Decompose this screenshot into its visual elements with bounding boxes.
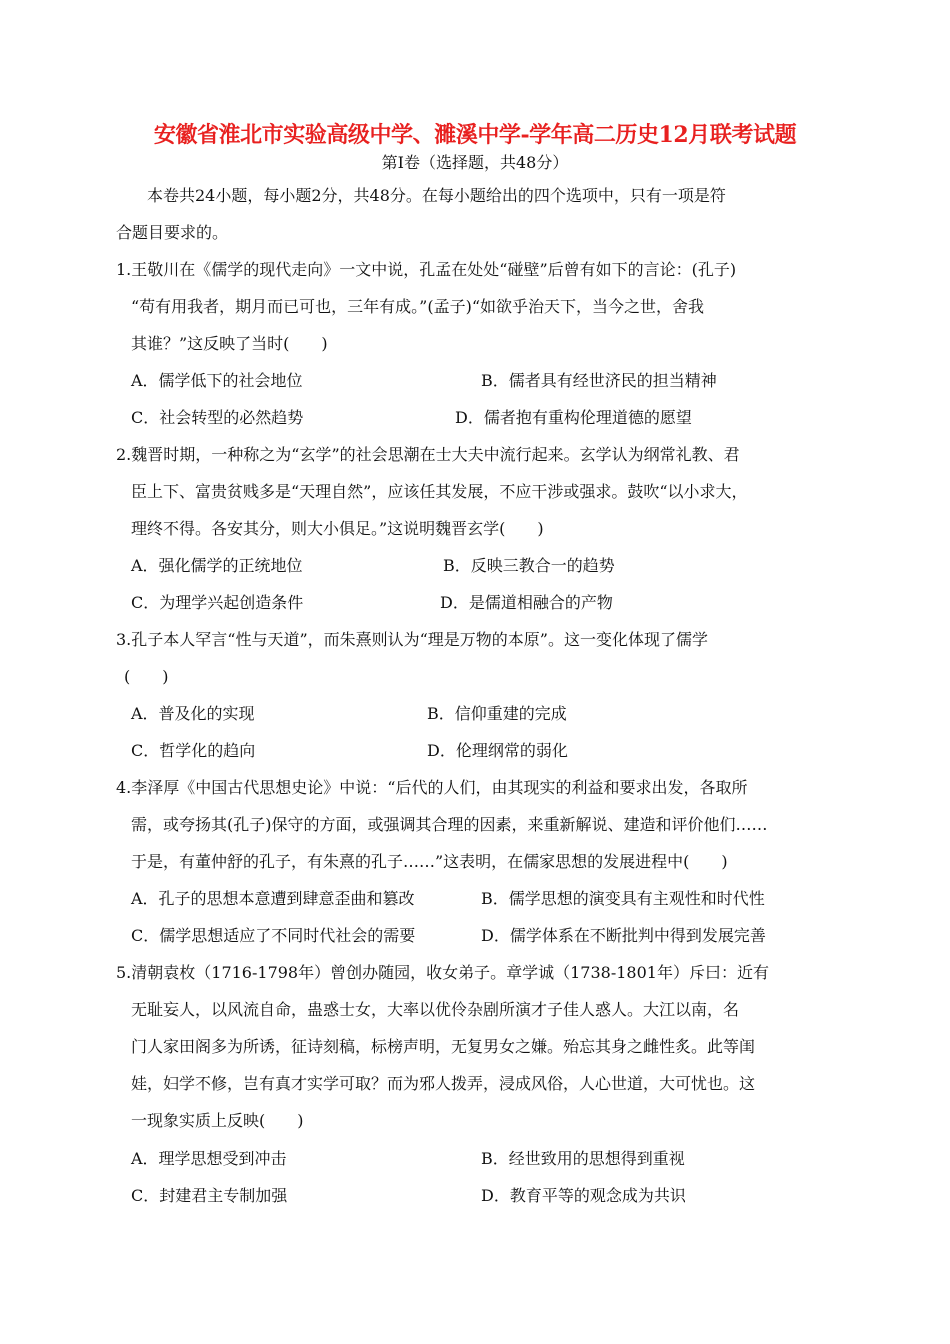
question-4-option-a: A．孔子的思想本意遭到肆意歪曲和篡改: [131, 889, 415, 908]
question-4-option-d: D．儒学体系在不断批判中得到发展完善: [481, 926, 766, 945]
question-2-option-b: B．反映三教合一的趋势: [443, 556, 615, 575]
question-5-option-c: C．封建君主专制加强: [131, 1186, 288, 1205]
question-5-stem-line: 5.清朝袁枚（1716-1798年）曾创办随园，收女弟子。章学诚（1738-1801年）斥曰：近有: [116, 963, 769, 982]
question-5-option-b: B．经世致用的思想得到重视: [481, 1149, 685, 1168]
question-5-stem-line: 一现象实质上反映( ): [131, 1111, 304, 1130]
question-1-stem-line: 1.王敬川在《儒学的现代走向》一文中说，孔孟在处处“碰壁”后曾有如下的言论：(孔子): [116, 260, 737, 279]
question-3-option-c: C．哲学化的趋向: [131, 741, 256, 760]
question-2-option-c: C．为理学兴起创造条件: [131, 593, 304, 612]
question-5-stem-line: 门人家田阁多为所诱，征诗刻稿，标榜声明，无复男女之嫌。殆忘其身之雌性炙。此等闺: [131, 1037, 756, 1056]
question-4-option-b: B．儒学思想的演变具有主观性和时代性: [481, 889, 765, 908]
question-5-stem-line: 娃，妇学不修，岂有真才实学可取？而为邪人拨弄，浸成风俗，人心世道，大可忧也。这: [131, 1074, 756, 1093]
question-1-option-b: B．儒者具有经世济民的担当精神: [481, 371, 717, 390]
question-5-option-a: A．理学思想受到冲击: [131, 1149, 287, 1168]
question-3-option-b: B．信仰重建的完成: [427, 704, 567, 723]
question-4-option-c: C．儒学思想适应了不同时代社会的需要: [131, 926, 416, 945]
question-3-stem-line: 3.孔子本人罕言“性与天道”，而朱熹则认为“理是万物的本原”。这一变化体现了儒学: [116, 630, 708, 649]
question-2-stem-line: 2.魏晋时期，一种称之为“玄学”的社会思潮在士大夫中流行起来。玄学认为纲常礼教、君: [116, 445, 740, 464]
question-2-stem-line: 臣上下、富贵贫贱多是“天理自然”，应该任其发展，不应干涉或强求。鼓吹“以小求大，: [131, 482, 748, 501]
question-2-option-a: A．强化儒学的正统地位: [131, 556, 303, 575]
question-1-option-c: C．社会转型的必然趋势: [131, 408, 304, 427]
section-heading: 第Ⅰ卷（选择题，共48分）: [381, 153, 569, 172]
question-5-stem-line: 无耻妄人，以风流自命，蛊惑士女，大率以优伶杂剧所演才子佳人惑人。大江以南，名: [131, 1000, 740, 1019]
question-5-option-d: D．教育平等的观念成为共识: [481, 1186, 686, 1205]
question-3-stem-line: ( ): [124, 667, 169, 686]
instructions-line: 本卷共24小题，每小题2分，共48分。在每小题给出的四个选项中，只有一项是符: [147, 186, 726, 205]
question-4-stem-line: 4.李泽厚《中国古代思想史论》中说：“后代的人们，由其现实的利益和要求出发，各取所: [116, 778, 748, 797]
question-1-option-d: D．儒者抱有重构伦理道德的愿望: [455, 408, 692, 427]
question-3-option-d: D．伦理纲常的弱化: [427, 741, 568, 760]
question-1-option-a: A．儒学低下的社会地位: [131, 371, 303, 390]
question-2-option-d: D．是儒道相融合的产物: [440, 593, 613, 612]
instructions-line: 合题目要求的。: [116, 223, 229, 242]
question-3-option-a: A．普及化的实现: [131, 704, 255, 723]
question-4-stem-line: 需，或夸扬其(孔子)保守的方面，或强调其合理的因素，来重新解说、建造和评价他们……: [131, 815, 768, 834]
question-1-stem-line: “苟有用我者，期月而已可也，三年有成。”(孟子)“如欲乎治天下，当今之世，舍我: [131, 297, 705, 316]
question-2-stem-line: 理终不得。各安其分，则大小俱足。”这说明魏晋玄学( ): [131, 519, 544, 538]
question-1-stem-line: 其谁？”这反映了当时( ): [131, 334, 328, 353]
document-title: 安徽省淮北市实验高级中学、濉溪中学-学年高二历史12月联考试题: [153, 122, 797, 148]
question-4-stem-line: 于是，有董仲舒的孔子，有朱熹的孔子……”这表明，在儒家思想的发展进程中( ): [131, 852, 728, 871]
